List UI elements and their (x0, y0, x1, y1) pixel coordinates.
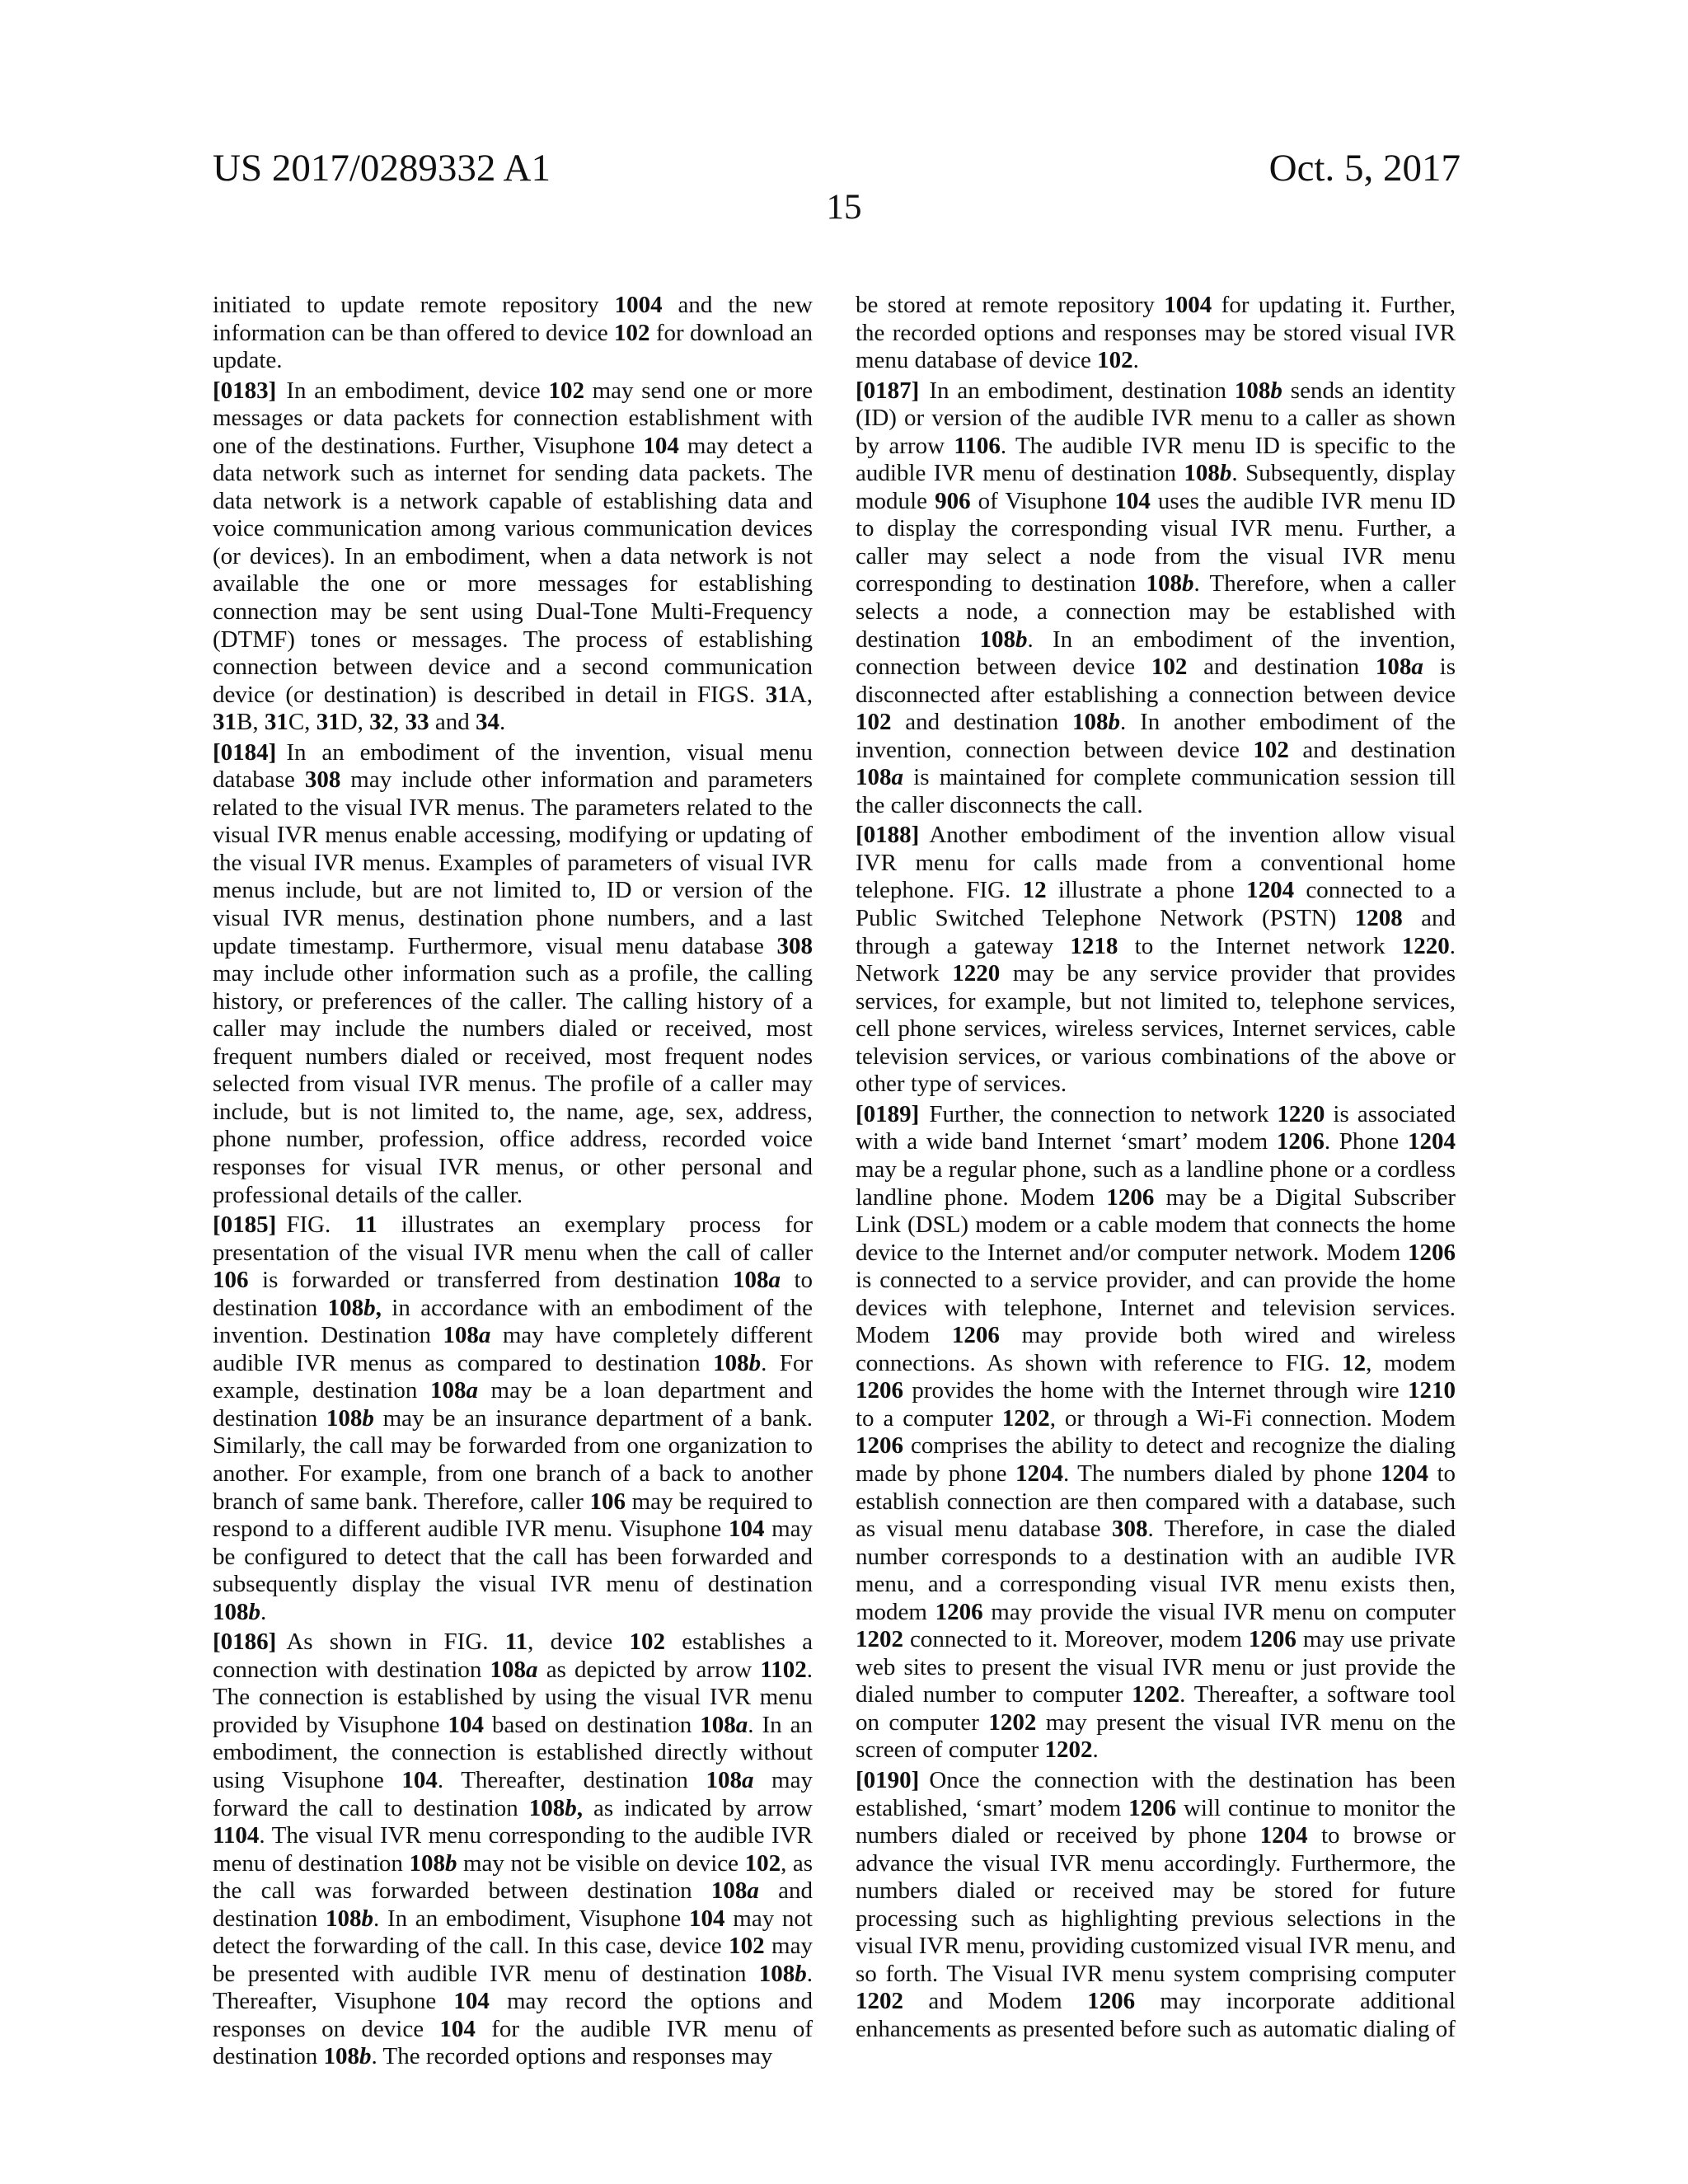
paragraph (856, 822, 1456, 1098)
left-text-column (213, 292, 813, 2071)
paragraph (213, 739, 813, 1209)
paragraph-text: be stored at remote repository 1004 for updating it. Further, the recorded options and responses may be stored visual IVR menu database of device 102. (856, 292, 1456, 374)
paragraph (856, 377, 1456, 820)
publication-date: Oct. 5, 2017 (1268, 147, 1461, 190)
paragraph-text: FIG. 11 illustrates an exemplary process for presentation of the visual IVR menu when the call of caller 106 is forwarded or transferred from destination 108a to destination 108b, in accordance with an embodiment of the invention. Destination 108a may have completely different audible IVR menus as compared to destination 108b. For example, destination 108a may be a loan department and destination 108b may be an insurance department of a bank. Similarly, the call may be forwarded from one organization to another. For example, from one branch of a back to another branch of same bank. Therefore, caller 106 may be required to respond to a different audible IVR menu. Visuphone 104 may be configured to detect that the call has been forwarded and subsequently display the visual IVR menu of destination 108b. (213, 1212, 814, 1625)
paragraph (856, 292, 1456, 375)
publication-number: US 2017/0289332 A1 (213, 147, 551, 190)
paragraph-text: initiated to update remote repository 1004 and the new information can be than offered to device 102 for download an update. (213, 292, 813, 374)
paragraph-number: [0190] (856, 1766, 920, 1793)
paragraph-number: [0186] (213, 1629, 277, 1656)
paragraph-number: [0184] (213, 738, 277, 766)
paragraph (856, 1767, 1456, 2043)
page-number: 15 (826, 188, 862, 227)
paragraph (213, 377, 813, 737)
paragraph (856, 1101, 1456, 1765)
paragraph-number: [0188] (856, 822, 920, 849)
paragraph-text: In an embodiment of the invention, visual menu database 308 may include other information and parameters related to the visual IVR menus. The parameters related to the visual IVR menus enable accessing, modifying or updating of the visual IVR menus. Examples of parameters of visual IVR menus include, but are not limited to, ID or version of the visual IVR menus, destination phone numbers, and a last update timestamp. Furthermore, visual menu database 308 may include other information such as a profile, the calling history, or preferences of the caller. The calling history of a caller may include the numbers dialed or received, most frequent numbers dialed or received, most frequent nodes selected from visual IVR menus. The profile of a caller may include, but is not limited to, the name, age, sex, address, phone number, profession, office address, recorded voice responses for visual IVR menus, or other personal and professional details of the caller. (213, 738, 813, 1208)
paragraph-text: As shown in FIG. 11, device 102 establishes a connection with destination 108a as depicted by arrow 1102. The connection is established by using the visual IVR menu provided by Visuphone 104 based on destination 108a. In an embodiment, the connection is established directly without using Visuphone 104. Thereafter, destination 108a may forward the call to destination 108b, as indicated by arrow 1104. The visual IVR menu corresponding to the audible IVR menu of destination 108b may not be visible on device 102, as the call was forwarded between destination 108a and destination 108b. In an embodiment, Visuphone 104 may not detect the forwarding of the call. In this case, device 102 may be presented with audible IVR menu of destination 108b. Thereafter, Visuphone 104 may record the options and responses on device 104 for the audible IVR menu of destination 108b. The recorded options and responses may (213, 1629, 814, 2070)
paragraph-text: Another embodiment of the invention allow visual IVR menu for calls made from a conventional home telephone. FIG. 12 illustrate a phone 1204 connected to a Public Switched Telephone Network (PSTN) 1208 and through a gateway 1218 to the Internet network 1220. Network 1220 may be any service provider that provides services, for example, but not limited to, telephone services, cell phone services, wireless services, Internet services, cable television services, or various combinations of the above or other type of services. (856, 822, 1456, 1098)
paragraph-text: Once the connection with the destination has been established, ‘smart’ modem 1206 will continue to monitor the numbers dialed or received by phone 1204 to browse or advance the visual IVR menu accordingly. Furthermore, the numbers dialed or received may be stored for future processing such as highlighting previous selections in the visual IVR menu, providing customized visual IVR menu, and so forth. The Visual IVR menu system comprising computer 1202 and Modem 1206 may incorporate additional enhancements as presented before such as automatic dialing of (856, 1766, 1456, 2042)
paragraph-number: [0187] (856, 377, 920, 404)
paragraph-text: In an embodiment, destination 108b sends an identity (ID) or version of the audible IVR menu to a caller as shown by arrow 1106. The audible IVR menu ID is specific to the audible IVR menu of destination 108b. Subsequently, display module 906 of Visuphone 104 uses the audible IVR menu ID to display the corresponding visual IVR menu. Further, a caller may select a node from the visual IVR menu corresponding to destination 108b. Therefore, when a caller selects a node, a connection may be established with destination 108b. In an embodiment of the invention, connection between device 102 and destination 108a is disconnected after establishing a connection between device 102 and destination 108b. In another embodiment of the invention, connection between device 102 and destination 108a is maintained for complete communication session till the caller disconnects the call. (856, 377, 1456, 818)
paragraph-number: [0183] (213, 377, 277, 404)
right-text-column (856, 292, 1456, 2043)
paragraph (213, 1629, 813, 2071)
paragraph (213, 292, 813, 375)
paragraph-text: In an embodiment, device 102 may send one or more messages or data packets for connection establishment with one of the destinations. Further, Visuphone 104 may detect a data network such as internet for sending data packets. The data network is a network capable of establishing data and voice communication among various communication devices (or devices). In an embodiment, when a data network is not available the one or more messages for establishing connection may be sent using Dual-Tone Multi-Frequency (DTMF) tones or messages. The process of establishing connection between device and a second communication device (or destination) is described in detail in FIGS. 31A, 31B, 31C, 31D, 32, 33 and 34. (213, 377, 813, 736)
paragraph-number: [0189] (856, 1100, 920, 1127)
paragraph-text: Further, the connection to network 1220 is associated with a wide band Internet ‘smart’ modem 1206. Phone 1204 may be a regular phone, such as a landline phone or a cordless landline phone. Modem 1206 may be a Digital Subscriber Link (DSL) modem or a cable modem that connects the home device to the Internet and/or computer network. Modem 1206 is connected to a service provider, and can provide the home devices with telephone, Internet and television services. Modem 1206 may provide both wired and wireless connections. As shown with reference to FIG. 12, modem 1206 provides the home with the Internet through wire 1210 to a computer 1202, or through a Wi-Fi connection. Modem 1206 comprises the ability to detect and recognize the dialing made by phone 1204. The numbers dialed by phone 1204 to establish connection are then compared with a database, such as visual menu database 308. Therefore, in case the dialed number corresponds to a destination with an audible IVR menu, and a corresponding visual IVR menu exists then, modem 1206 may provide the visual IVR menu on computer 1202 connected to it. Moreover, modem 1206 may use private web sites to present the visual IVR menu or just provide the dialed number to computer 1202. Thereafter, a software tool on computer 1202 may present the visual IVR menu on the screen of computer 1202. (856, 1100, 1456, 1764)
paragraph (213, 1212, 813, 1626)
paragraph-number: [0185] (213, 1212, 277, 1239)
